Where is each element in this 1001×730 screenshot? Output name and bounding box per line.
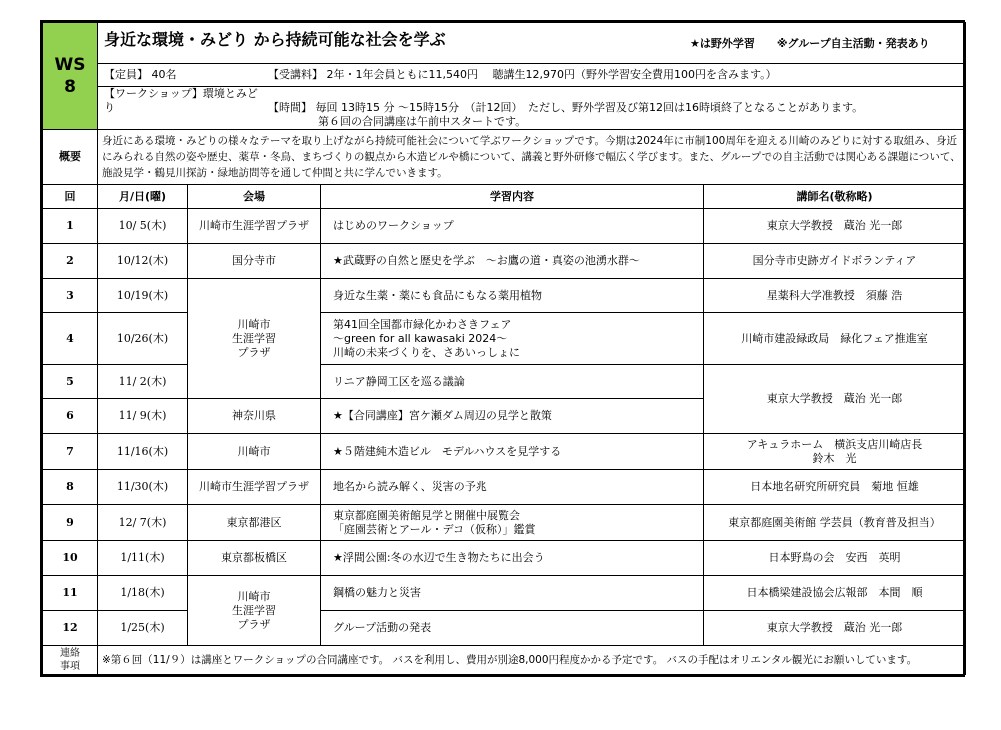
session-content: 鋼橋の魅力と災害	[321, 576, 704, 611]
session-lecturer: 東京大学教授 蔵治 光一郎	[704, 611, 966, 646]
session-no: 4	[43, 313, 98, 365]
session-date: 1/25(木)	[98, 611, 188, 646]
title-note: ★は野外学習 ※グループ自主活動・発表あり	[690, 37, 930, 50]
overview-text: 身近にある環境・みどりの様々なテーマを取り上げながら持続可能社会について学ぶワークショップです。今期は2024年に市制100周年を迎える川崎のみどりに対する取組み、身近にみられる自然の姿や歴史、薬草・冬鳥、まちづくりの観点から木造ビルや橋について、講義と野外研修で幅広く学びます。また、グループでの自主活動では関心ある課題について、施設見学・鶴見川探訪・緑地訪問等を通して仲間と共に学んでいきます。	[98, 130, 966, 185]
session-no: 7	[43, 434, 98, 470]
notes-label-line: 事項	[60, 661, 80, 672]
session-venue-merged	[188, 576, 321, 646]
table-row	[43, 434, 966, 470]
session-venue: 東京都板橋区	[188, 541, 321, 576]
venue-line: 生涯学習	[232, 603, 276, 617]
session-content	[321, 313, 704, 365]
session-venue: 国分寺市	[188, 244, 321, 279]
page-title: 身近な環境・みどり から持続可能な社会を学ぶ	[104, 30, 446, 49]
course-sheet	[40, 20, 965, 677]
time-text: 【時間】 毎回 13時15 分 ～15時15分 （計12回） ただし、野外学習及び第12回は16時頃終了となることがあります。	[268, 101, 864, 114]
info-capacity-row	[98, 64, 966, 87]
session-lecturer: 東京大学教授 蔵治 光一郎	[704, 209, 966, 244]
header-date: 月/日(曜)	[98, 185, 188, 209]
session-date: 11/ 2(木)	[98, 365, 188, 399]
session-lecturer: 川崎市建設緑政局 緑化フェア推進室	[704, 313, 966, 365]
ws-number: 8	[64, 77, 76, 97]
session-content: グループ活動の発表	[321, 611, 704, 646]
table-row	[43, 209, 966, 244]
session-content	[321, 505, 704, 541]
header-lecturer: 講師名(敬称略)	[704, 185, 966, 209]
content-line: 川崎の未来づくりを、さあいっしょに	[333, 345, 520, 359]
session-no: 3	[43, 279, 98, 313]
title-cell	[98, 23, 966, 64]
table-row	[43, 313, 966, 365]
session-lecturer: 日本野鳥の会 安西 英明	[704, 541, 966, 576]
session-venue: 川崎市生涯学習プラザ	[188, 209, 321, 244]
session-venue: 川崎市生涯学習プラザ	[188, 470, 321, 505]
session-date: 11/16(木)	[98, 434, 188, 470]
session-venue: 東京都港区	[188, 505, 321, 541]
session-content: はじめのワークショップ	[321, 209, 704, 244]
session-date: 11/30(木)	[98, 470, 188, 505]
venue-line: プラザ	[237, 617, 271, 631]
lecturer-line: アキュラホーム 横浜支店川崎店長	[746, 437, 923, 451]
content-line: 東京都庭園美術館見学と開催中展覧会	[333, 508, 520, 522]
session-no: 6	[43, 399, 98, 434]
session-date: 1/11(木)	[98, 541, 188, 576]
info-time-row	[98, 87, 966, 130]
venue-line: 川崎市	[237, 589, 271, 603]
table-row	[43, 365, 966, 399]
session-no: 8	[43, 470, 98, 505]
header-venue: 会場	[188, 185, 321, 209]
content-line: ～green for all kawasaki 2024～	[333, 331, 508, 345]
table-row	[43, 505, 966, 541]
venue-line: 川崎市	[237, 317, 271, 331]
session-no: 11	[43, 576, 98, 611]
content-line: 第41回全国都市緑化かわさきフェア	[333, 317, 512, 331]
session-content: リニア静岡工区を巡る議論	[321, 365, 704, 399]
session-content: ★【合同講座】宮ケ瀬ダム周辺の見学と散策	[321, 399, 704, 434]
session-venue: 神奈川県	[188, 399, 321, 434]
session-content: ★５階建純木造ビル モデルハウスを見学する	[321, 434, 704, 470]
header-no: 回	[43, 185, 98, 209]
session-content: ★武蔵野の自然と歴史を学ぶ ～お鷹の道・真姿の池湧水群～	[321, 244, 704, 279]
capacity-text: 【定員】 40名	[104, 68, 177, 81]
notes-row	[43, 646, 966, 675]
session-date: 10/ 5(木)	[98, 209, 188, 244]
notes-label	[43, 646, 98, 675]
header-content: 学習内容	[321, 185, 704, 209]
session-content: 身近な生薬・薬にも食品にもなる薬用植物	[321, 279, 704, 313]
notes-label-line: 連絡	[60, 648, 80, 659]
session-date: 12/ 7(木)	[98, 505, 188, 541]
session-date: 10/12(木)	[98, 244, 188, 279]
table-header	[43, 185, 966, 209]
venue-line: プラザ	[237, 345, 271, 359]
session-no: 2	[43, 244, 98, 279]
session-lecturer: 日本地名研究所研究員 菊地 恒雄	[704, 470, 966, 505]
content-line: 「庭園芸術とアール・デコ（仮称）」鑑賞	[333, 522, 536, 536]
session-date: 10/19(木)	[98, 279, 188, 313]
session-lecturer: 日本橋梁建設協会広報部 本間 順	[704, 576, 966, 611]
session-no: 9	[43, 505, 98, 541]
session-lecturer: 国分寺市史跡ガイドボランティア	[704, 244, 966, 279]
session-no: 12	[43, 611, 98, 646]
session-venue-merged	[188, 279, 321, 399]
session-content: 地名から読み解く、災害の予兆	[321, 470, 704, 505]
ws-label: WS	[54, 55, 86, 75]
course-table	[42, 22, 966, 675]
lecturer-line: 鈴木 光	[812, 451, 857, 465]
session-date: 1/18(木)	[98, 576, 188, 611]
table-row	[43, 244, 966, 279]
workshop-text: 【ワークショップ】環境とみどり	[104, 87, 258, 114]
table-row	[43, 576, 966, 611]
time-note: 第６回の合同講座は午前中スタートです。	[318, 115, 527, 128]
session-date: 11/ 9(木)	[98, 399, 188, 434]
session-lecturer: 東京都庭園美術館 学芸員（教育普及担当）	[704, 505, 966, 541]
notes-text: ※第６回（11/９）は講座とワークショップの合同講座です。 バスを利用し、費用が別途8,000円程度かかる予定です。 バスの手配はオリエンタル観光にお願いしています。	[98, 646, 966, 675]
table-row	[43, 470, 966, 505]
venue-line: 生涯学習	[232, 331, 276, 345]
table-row	[43, 611, 966, 646]
session-no: 1	[43, 209, 98, 244]
ws-badge	[43, 23, 98, 130]
session-lecturer-merged: 東京大学教授 蔵治 光一郎	[704, 365, 966, 434]
fee-text: 【受講料】 2年・1年会員ともに11,540円 聴講生12,970円（野外学習安全費用100円を含みます。）	[268, 68, 777, 81]
session-venue: 川崎市	[188, 434, 321, 470]
session-content: ★浮間公園:冬の水辺で生き物たちに出会う	[321, 541, 704, 576]
session-no: 5	[43, 365, 98, 399]
session-lecturer	[704, 434, 966, 470]
table-row	[43, 279, 966, 313]
session-lecturer: 星薬科大学准教授 須藤 浩	[704, 279, 966, 313]
session-no: 10	[43, 541, 98, 576]
overview-label: 概要	[43, 130, 98, 185]
session-date: 10/26(木)	[98, 313, 188, 365]
table-row	[43, 541, 966, 576]
